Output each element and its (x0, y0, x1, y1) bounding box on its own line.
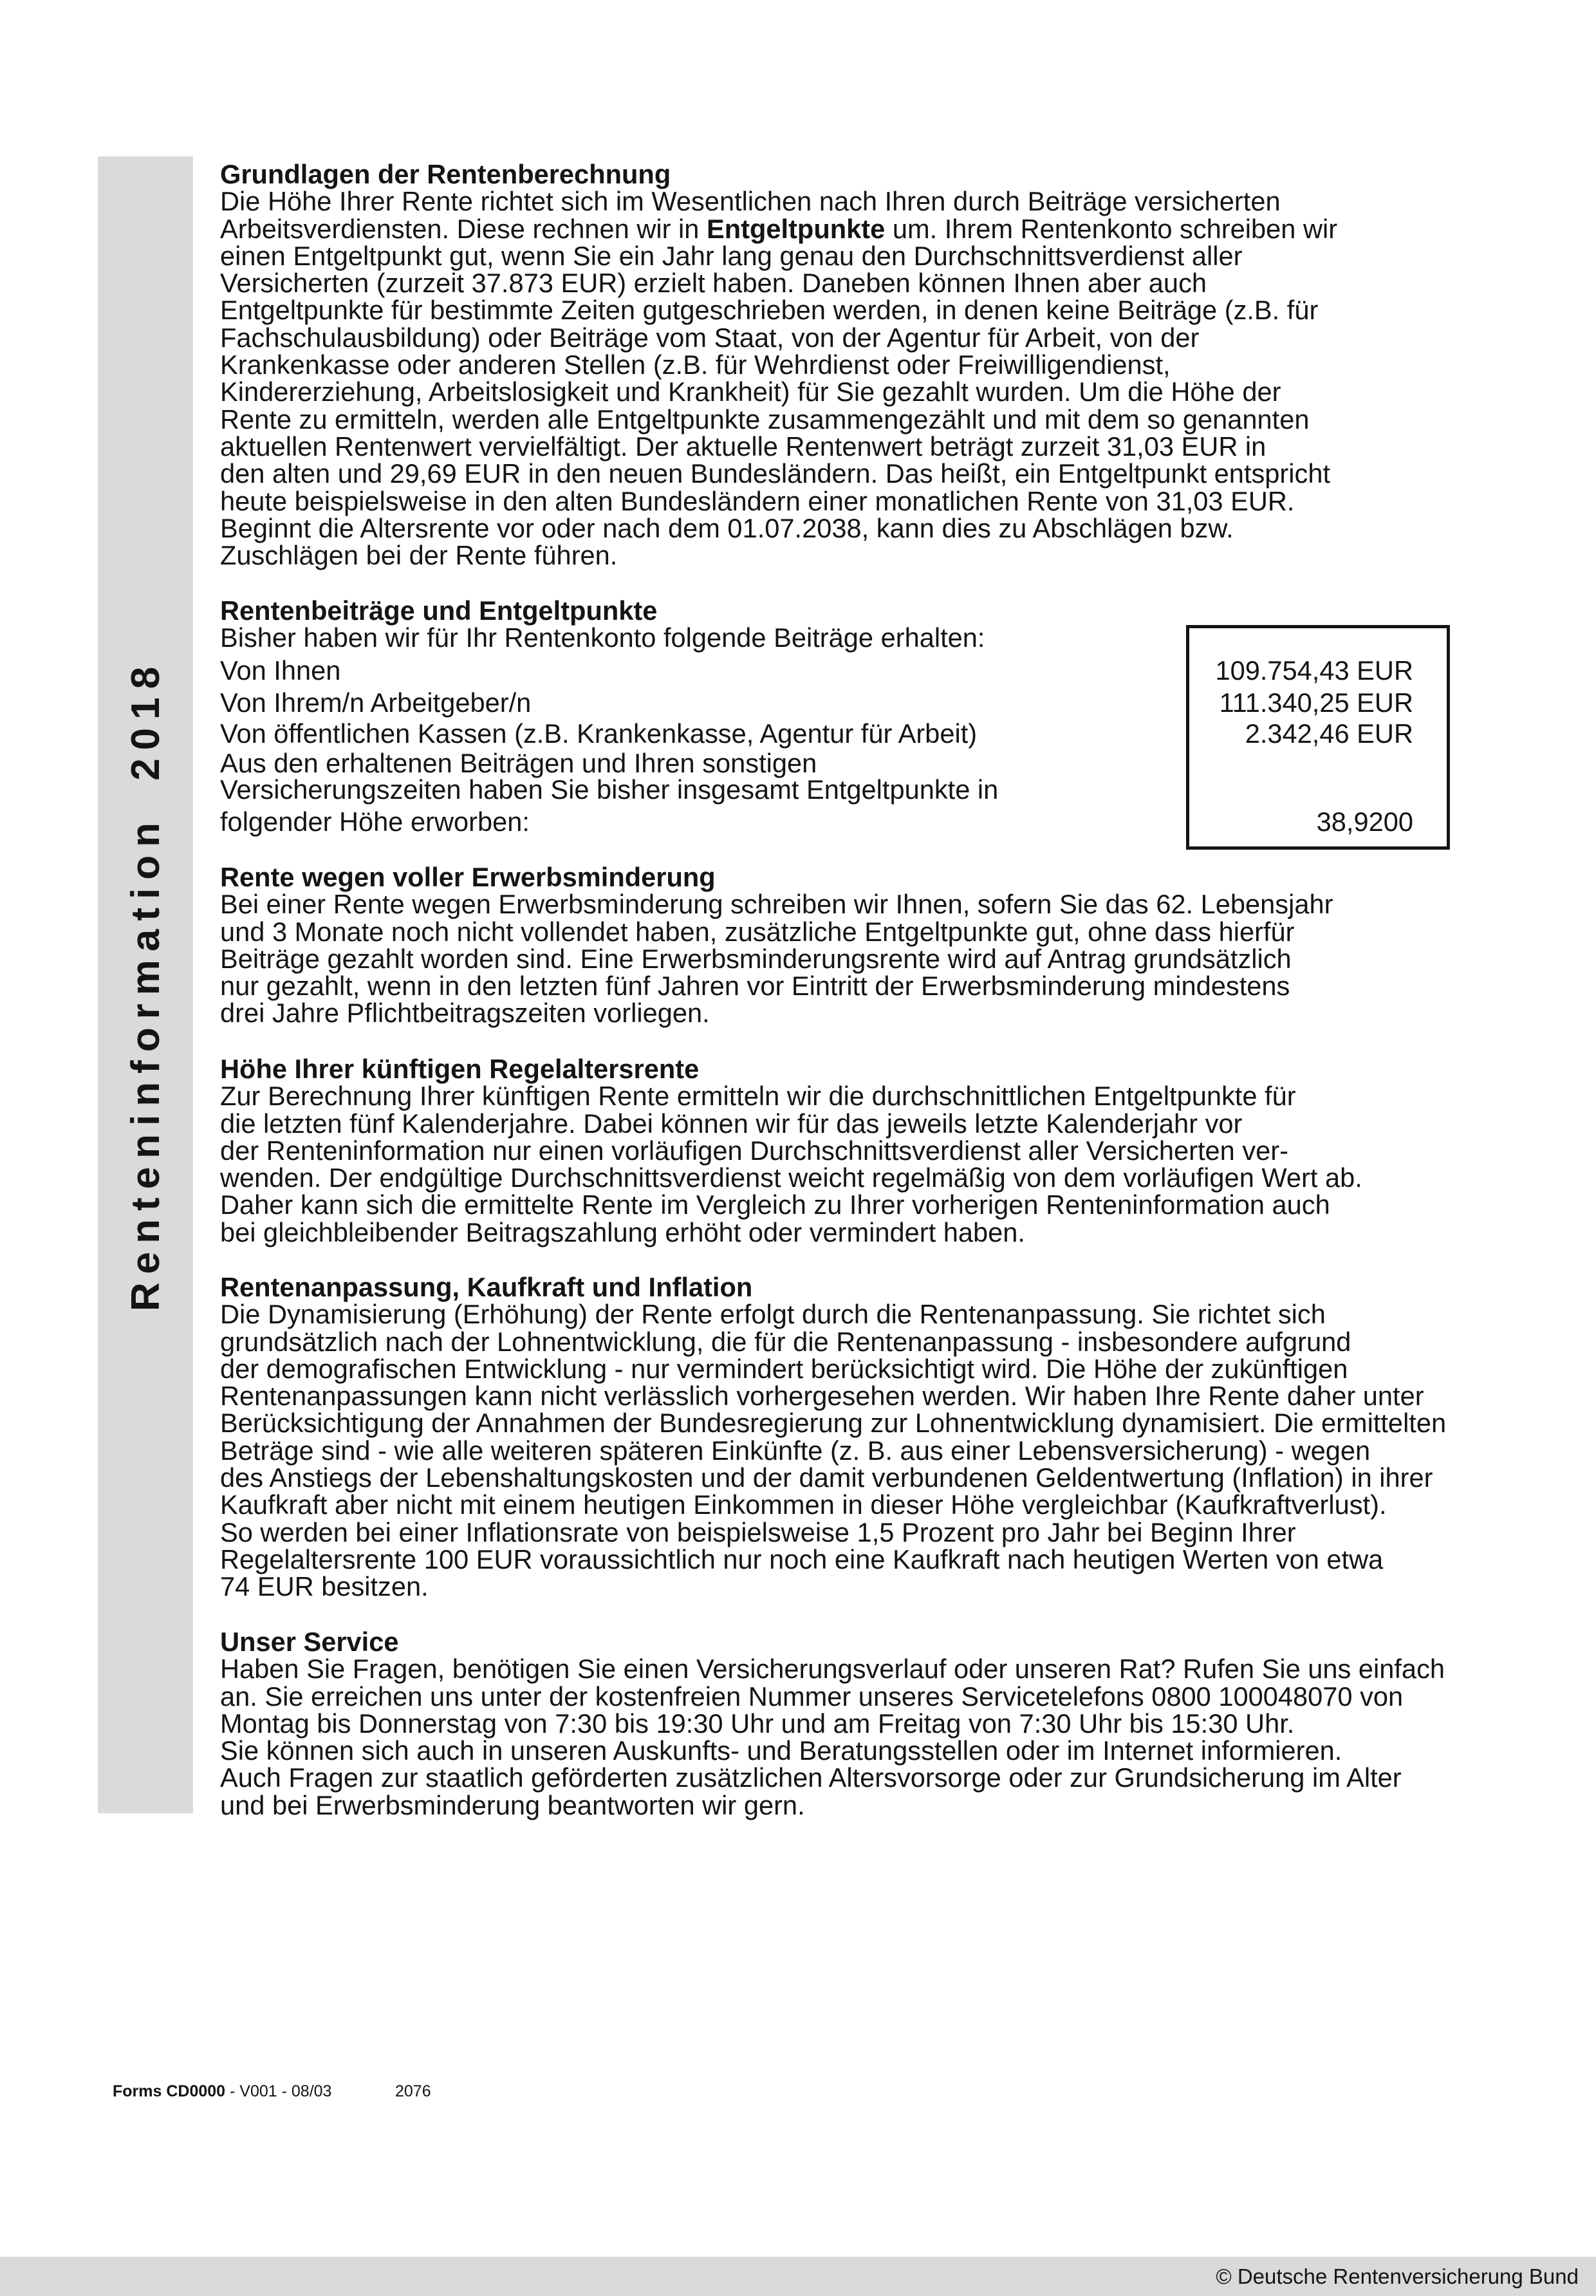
section-contributions (220, 597, 1450, 855)
paragraph-line: Entgeltpunkte für bestimmte Zeiten gutgeschrieben werden, in denen keine Beiträge (z.B. für (220, 295, 1319, 326)
section-adjustment-inflation (220, 1274, 1446, 1601)
paragraph-line: der Renteninformation nur einen vorläufigen Durchschnittsverdienst aller Versicherten ver- (220, 1135, 1288, 1166)
paragraph-line: an. Sie erreichen uns unter der kostenfreien Nummer unseres Servicetelefons 0800 100048070 von (220, 1681, 1404, 1712)
sidebar-band (98, 156, 193, 1813)
paragraph-line: Die Dynamisierung (Erhöhung) der Rente erfolgt durch die Rentenanpassung. Sie richtet sich (220, 1299, 1326, 1330)
section-service (220, 1629, 1445, 1819)
section-heading: Rentenbeiträge und Entgeltpunkte (220, 595, 658, 626)
form-version: - V001 - 08/03 (225, 2082, 332, 2100)
section-disability-pension (220, 864, 1333, 1027)
paragraph-line: Kindererziehung, Arbeitslosigkeit und Krankheit) für Sie gezahlt wurden. Um die Höhe der (220, 377, 1281, 407)
paragraph-line: Die Höhe Ihrer Rente richtet sich im Wesentlichen nach Ihren durch Beiträge versicherten (220, 186, 1281, 217)
contribution-amount: 109.754,43 EUR (1215, 655, 1413, 686)
paragraph-line: Versicherungszeiten haben Sie bisher insgesamt Entgeltpunkte in (220, 774, 999, 805)
form-number: 2076 (395, 2082, 431, 2100)
paragraph-line: Zuschlägen bei der Rente führen. (220, 540, 618, 571)
paragraph-line: Beiträge gezahlt worden sind. Eine Erwerbsminderungsrente wird auf Antrag grundsätzlich (220, 943, 1292, 974)
paragraph-line: der demografischen Entwicklung - nur vermindert berücksichtigt wird. Die Höhe der zukünftigen (220, 1353, 1348, 1384)
contribution-row (220, 720, 1413, 747)
section-heading: Grundlagen der Rentenberechnung (220, 159, 671, 189)
copyright-notice: © Deutsche Rentenversicherung Bund (1216, 2264, 1579, 2288)
vertical-document-title: Renteninformation 2018 (124, 658, 168, 1312)
paragraph-line: Versicherten (zurzeit 37.873 EUR) erzielt haben. Daneben können Ihnen aber auch (220, 268, 1207, 299)
contribution-label: Von Ihnen (220, 655, 341, 686)
paragraph-line: 74 EUR besitzen. (220, 1571, 429, 1602)
paragraph-line: Kaufkraft aber nicht mit einem heutigen Einkommen in dieser Höhe vergleichbar (Kaufkraftverlust). (220, 1489, 1387, 1520)
paragraph-line: einen Entgeltpunkt gut, wenn Sie ein Jahr lang genau den Durchschnittsverdienst aller (220, 240, 1243, 271)
line-text: um. Ihrem Rentenkonto schreiben wir (885, 213, 1338, 244)
section-heading: Rente wegen voller Erwerbsminderung (220, 862, 716, 892)
paragraph-line: Auch Fragen zur staatlich geförderten zusätzlichen Altersvorsorge oder zur Grundsicherung im Alter (220, 1762, 1402, 1793)
paragraph-line: Berücksichtigung der Annahmen der Bundesregierung zur Lohnentwicklung dynamisiert. Die ermittelten (220, 1408, 1447, 1439)
paragraph-line: Sie können sich auch in unseren Auskunfts- und Beratungsstellen oder im Internet informieren. (220, 1735, 1342, 1766)
contribution-label: Von öffentlichen Kassen (z.B. Krankenkasse, Agentur für Arbeit) (220, 718, 978, 749)
paragraph-line: Aus den erhaltenen Beiträgen und Ihren sonstigen (220, 748, 817, 778)
paragraph-line: Haben Sie Fragen, benötigen Sie einen Versicherungsverlauf oder unseren Rat? Rufen Sie uns einfach (220, 1654, 1445, 1685)
paragraph-line: Daher kann sich die ermittelte Rente im Vergleich zu Ihrer vorherigen Renteninformation auch (220, 1190, 1330, 1220)
bottom-bar (0, 2257, 1596, 2296)
contribution-row (220, 657, 1413, 684)
contribution-amount: 111.340,25 EUR (1219, 687, 1413, 718)
paragraph-line: So werden bei einer Inflationsrate von beispielsweise 1,5 Prozent pro Jahr bei Beginn Ihrer (220, 1517, 1296, 1547)
form-identifier (113, 2082, 331, 2101)
section-heading: Rentenanpassung, Kaufkraft und Inflation (220, 1272, 753, 1302)
paragraph-line: Rentenanpassungen kann nicht verlässlich vorhergesehen werden. Wir haben Ihre Rente daher unter (220, 1381, 1424, 1412)
paragraph-line: Beträge sind - wie alle weiteren späteren Einkünfte (z. B. aus einer Lebensversicherung) - wegen (220, 1435, 1371, 1466)
form-code: Forms CD0000 (113, 2082, 226, 2100)
paragraph-line: und 3 Monate noch nicht vollendet haben, zusätzliche Entgeltpunkte gut, ohne dass hierfür (220, 916, 1295, 947)
paragraph-line: Rente zu ermitteln, werden alle Entgeltpunkte zusammengezählt und mit dem so genannten (220, 404, 1310, 434)
paragraph-line: aktuellen Rentenwert vervielfältigt. Der aktuelle Rentenwert beträgt zurzeit 31,03 EUR in (220, 431, 1267, 462)
section-heading: Unser Service (220, 1627, 399, 1657)
paragraph-line: Zur Berechnung Ihrer künftigen Rente ermitteln wir die durchschnittlichen Entgeltpunkte für (220, 1081, 1296, 1112)
section-regular-pension (220, 1056, 1362, 1246)
paragraph-line: wenden. Der endgültige Durchschnittsverdienst weicht regelmäßig von dem vorläufigen Wert ab. (220, 1162, 1362, 1193)
contribution-label: Von Ihrem/n Arbeitgeber/n (220, 687, 532, 718)
paragraph-line: den alten und 29,69 EUR in den neuen Bundesländern. Das heißt, ein Entgeltpunkt entspricht (220, 458, 1331, 489)
paragraph-line: Bei einer Rente wegen Erwerbsminderung schreiben wir Ihnen, sofern Sie das 62. Lebensjahr (220, 889, 1333, 920)
paragraph-line: Bisher haben wir für Ihr Rentenkonto folgende Beiträge erhalten: (220, 622, 985, 653)
paragraph-line: Regelaltersrente 100 EUR voraussichtlich nur noch eine Kaufkraft nach heutigen Werten von etwa (220, 1544, 1384, 1574)
contribution-row (220, 689, 1413, 716)
paragraph-line: und bei Erwerbsminderung beantworten wir gern. (220, 1789, 805, 1820)
paragraph-line: Beginnt die Altersrente vor oder nach dem 01.07.2038, kann dies zu Abschlägen bzw. (220, 512, 1234, 543)
line-text: Arbeitsverdiensten. Diese rechnen wir in (220, 213, 707, 244)
paragraph-line: nur gezahlt, wenn in den letzten fünf Jahren vor Eintritt der Erwerbsminderung mindestens (220, 971, 1290, 1002)
points-row (220, 808, 1413, 835)
paragraph-line: drei Jahre Pflichtbeitragszeiten vorliegen. (220, 998, 710, 1029)
paragraph-line: Fachschulausbildung) oder Beiträge vom Staat, von der Agentur für Arbeit, von der (220, 322, 1200, 353)
paragraph-line: Montag bis Donnerstag von 7:30 bis 19:30 Uhr und am Freitag von 7:30 Uhr bis 15:30 Uhr. (220, 1708, 1295, 1739)
paragraph-line: heute beispielsweise in den alten Bundesländern einer monatlichen Rente von 31,03 EUR. (220, 485, 1295, 516)
emphasized-term: Entgeltpunkte (706, 213, 886, 244)
paragraph-line: grundsätzlich nach der Lohnentwicklung, die für die Rentenanpassung - insbesondere aufgrund (220, 1326, 1351, 1357)
paragraph-line: bei gleichbleibender Beitragszahlung erhöht oder vermindert haben. (220, 1217, 1025, 1247)
paragraph-line: die letzten fünf Kalenderjahre. Dabei können wir für das jeweils letzte Kalenderjahr vor (220, 1108, 1243, 1139)
paragraph-line (220, 213, 1338, 244)
points-label: folgender Höhe erworben: (220, 807, 530, 837)
paragraph-line: Krankenkasse oder anderen Stellen (z.B. für Wehrdienst oder Freiwilligendienst, (220, 350, 1171, 380)
contribution-amount: 2.342,46 EUR (1245, 718, 1413, 749)
section-basics (220, 161, 1337, 569)
paragraph-line: des Anstiegs der Lebenshaltungskosten und der damit verbundenen Geldentwertung (Inflation) in ihrer (220, 1462, 1433, 1493)
points-value: 38,9200 (1316, 807, 1413, 837)
section-heading: Höhe Ihrer künftigen Regelaltersrente (220, 1054, 700, 1084)
